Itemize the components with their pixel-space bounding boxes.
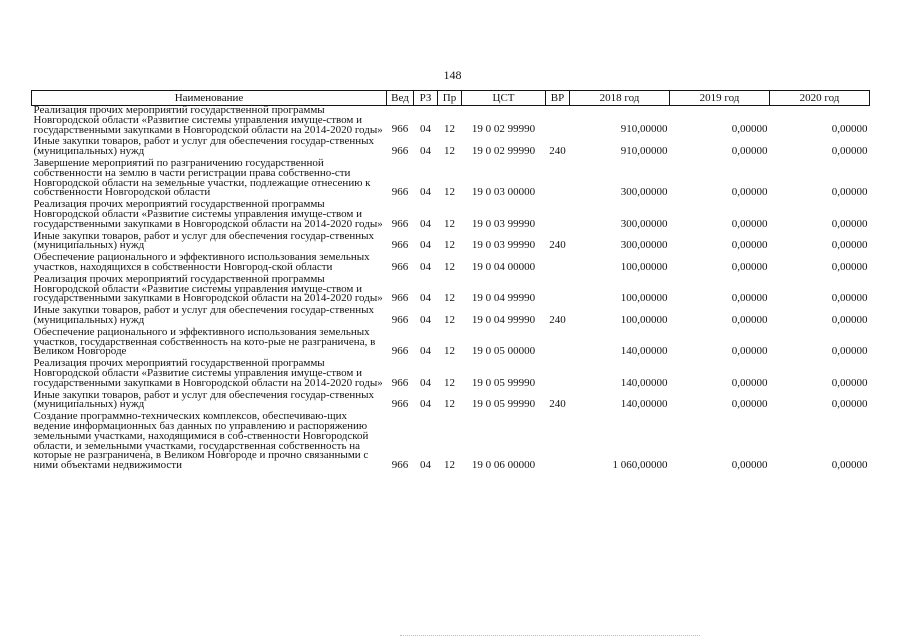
row-pr: 12 [444,186,455,199]
row-rz: 04 [420,313,431,326]
row-2018: 910,00000 [620,123,668,136]
table-row [32,159,870,200]
row-rz: 04 [420,217,431,230]
row-pr: 12 [444,239,455,252]
row-ved: 966 [391,260,409,273]
row-pr: 12 [444,398,455,411]
row-vr [546,359,570,390]
row-name: Завершение мероприятий по разграничению государственной собственности на землю в части регистрации права собственно-сти Новгородской области на земельные участки, подлежащие отнесению к собственности Новгородской области [33,156,371,199]
header-2020: 2020 год [770,91,870,106]
row-pr: 12 [444,458,455,471]
row-2019: 0,00000 [731,123,768,136]
row-2019: 0,00000 [731,313,768,326]
row-2019: 0,00000 [731,458,768,471]
row-2018: 140,00000 [620,345,668,358]
row-rz: 04 [420,345,431,358]
row-name: Иные закупки товаров, работ и услуг для обеспечения государ-ственных (муниципальных) нужд [33,304,375,326]
header-rz: РЗ [414,91,438,106]
row-2020: 0,00000 [831,398,868,411]
row-vr [546,412,570,473]
row-ved: 966 [391,345,409,358]
row-vr [546,328,570,359]
row-2018: 100,00000 [620,260,668,273]
row-2019: 0,00000 [731,345,768,358]
row-2018: 910,00000 [620,144,668,157]
row-vr [546,106,570,138]
row-2020: 0,00000 [831,123,868,136]
row-name: Реализация прочих мероприятий государственной программы Новгородской области «Развитие системы управления имуще-ством и государственными закупками в Новгородской области на 2014-2020 годы» [33,272,383,305]
row-ved: 966 [391,313,409,326]
row-pr: 12 [444,376,455,389]
row-vr: 240 [549,313,566,326]
row-rz: 04 [420,398,431,411]
table-row [32,391,870,413]
row-name: Обеспечение рационального и эффективного использования земельных участков, государственная собственность на кото-рые не разграничена, в Великом Новгороде [33,325,376,358]
row-2018: 300,00000 [620,239,668,252]
footer-scan-marks [400,635,700,637]
row-rz: 04 [420,186,431,199]
row-vr: 240 [549,398,566,411]
row-cst: 19 0 03 99990 [471,239,536,252]
row-name: Обеспечение рационального и эффективного использования земельных участков, находящихся в собственности Новгород-ской области [33,251,370,273]
row-2019: 0,00000 [731,292,768,305]
row-ved: 966 [391,376,409,389]
row-vr [546,275,570,306]
row-rz: 04 [420,292,431,305]
header-pr: Пр [438,91,462,106]
row-2020: 0,00000 [831,186,868,199]
row-2018: 100,00000 [620,313,668,326]
row-2019: 0,00000 [731,260,768,273]
row-ved: 966 [391,239,409,252]
row-2018: 100,00000 [620,292,668,305]
row-2018: 300,00000 [620,186,668,199]
row-cst: 19 0 04 00000 [471,260,536,273]
table-row [32,253,870,275]
row-2019: 0,00000 [731,239,768,252]
row-cst: 19 0 04 99990 [471,292,536,305]
row-name: Реализация прочих мероприятий государственной программы Новгородской области «Развитие системы управления имуще-ством и государственными закупками в Новгородской области на 2014-2020 годы» [33,357,383,389]
row-2018: 140,00000 [620,376,668,389]
row-pr: 12 [444,260,455,273]
row-cst: 19 0 05 99990 [471,398,536,411]
header-cst: ЦСТ [462,91,546,106]
row-cst: 19 0 05 99990 [471,376,536,389]
row-2018: 1 060,00000 [612,458,668,471]
header-ved: Вед [387,91,414,106]
row-name: Создание программно-технических комплексов, обеспечиваю-щих ведение информационных баз данных по управлению и распоряжению земельными участками, находящимися в соб-ственности Новгородской области, и земельными участками, государственная собственность на которые не разграничена, в Великом Новгороде и прочно связанными с ними объектами недвижимости [33,410,369,472]
row-2020: 0,00000 [831,144,868,157]
row-vr [546,253,570,275]
row-2019: 0,00000 [731,398,768,411]
row-vr [546,200,570,231]
table-row [32,137,870,159]
row-cst: 19 0 03 99990 [471,217,536,230]
row-ved: 966 [391,123,409,136]
row-2020: 0,00000 [831,345,868,358]
row-2018: 300,00000 [620,217,668,230]
row-2019: 0,00000 [731,376,768,389]
row-2020: 0,00000 [831,239,868,252]
row-ved: 966 [391,217,409,230]
header-name: Наименование [32,91,387,106]
row-2018: 140,00000 [620,398,668,411]
table-row [32,412,870,473]
row-name: Реализация прочих мероприятий государственной программы Новгородской области «Развитие системы управления имуще-ством и государственными закупками в Новгородской области на 2014-2020 годы» [33,198,383,230]
row-rz: 04 [420,260,431,273]
table-row [32,306,870,328]
row-name: Иные закупки товаров, работ и услуг для обеспечения государ-ственных (муниципальных) нужд [33,135,375,158]
table-row [32,106,870,138]
table-row [32,200,870,231]
row-pr: 12 [444,123,455,136]
row-vr: 240 [549,144,566,157]
table-row [32,275,870,306]
row-ved: 966 [391,398,409,411]
page-number: 148 [443,68,462,82]
header-vr: ВР [546,91,570,106]
row-pr: 12 [444,292,455,305]
row-2020: 0,00000 [831,260,868,273]
row-cst: 19 0 03 00000 [471,186,536,199]
header-2018: 2018 год [570,91,670,106]
row-pr: 12 [444,217,455,230]
table-row [32,232,870,254]
row-2020: 0,00000 [831,313,868,326]
row-cst: 19 0 04 99990 [471,313,536,326]
row-vr: 240 [549,239,566,252]
row-vr [546,159,570,200]
row-2020: 0,00000 [831,292,868,305]
row-name: Реализация прочих мероприятий государственной программы Новгородской области «Развитие системы управления имуще-ством и государственными закупками в Новгородской области на 2014-2020 годы» [33,104,383,136]
budget-table [31,90,870,473]
row-rz: 04 [420,239,431,252]
row-rz: 04 [420,144,431,157]
row-2020: 0,00000 [831,376,868,389]
row-2019: 0,00000 [731,217,768,230]
row-cst: 19 0 05 00000 [471,345,536,358]
row-2019: 0,00000 [731,186,768,199]
row-ved: 966 [391,292,409,305]
row-ved: 966 [391,458,409,471]
table-row [32,359,870,390]
row-2020: 0,00000 [831,217,868,230]
row-pr: 12 [444,313,455,326]
row-rz: 04 [420,458,431,471]
header-2019: 2019 год [670,91,770,106]
row-rz: 04 [420,376,431,389]
row-ved: 966 [391,186,409,199]
row-2019: 0,00000 [731,144,768,157]
row-pr: 12 [444,144,455,157]
row-name: Иные закупки товаров, работ и услуг для обеспечения государ-ственных (муниципальных) нужд [33,388,375,411]
row-cst: 19 0 02 99990 [471,123,536,136]
row-name: Иные закупки товаров, работ и услуг для обеспечения государ-ственных (муниципальных) нужд [33,229,375,252]
row-cst: 19 0 06 00000 [471,458,536,471]
row-2020: 0,00000 [831,458,868,471]
row-ved: 966 [391,144,409,157]
row-cst: 19 0 02 99990 [471,144,536,157]
table-body [32,106,870,473]
table-row [32,328,870,359]
row-rz: 04 [420,123,431,136]
row-pr: 12 [444,345,455,358]
